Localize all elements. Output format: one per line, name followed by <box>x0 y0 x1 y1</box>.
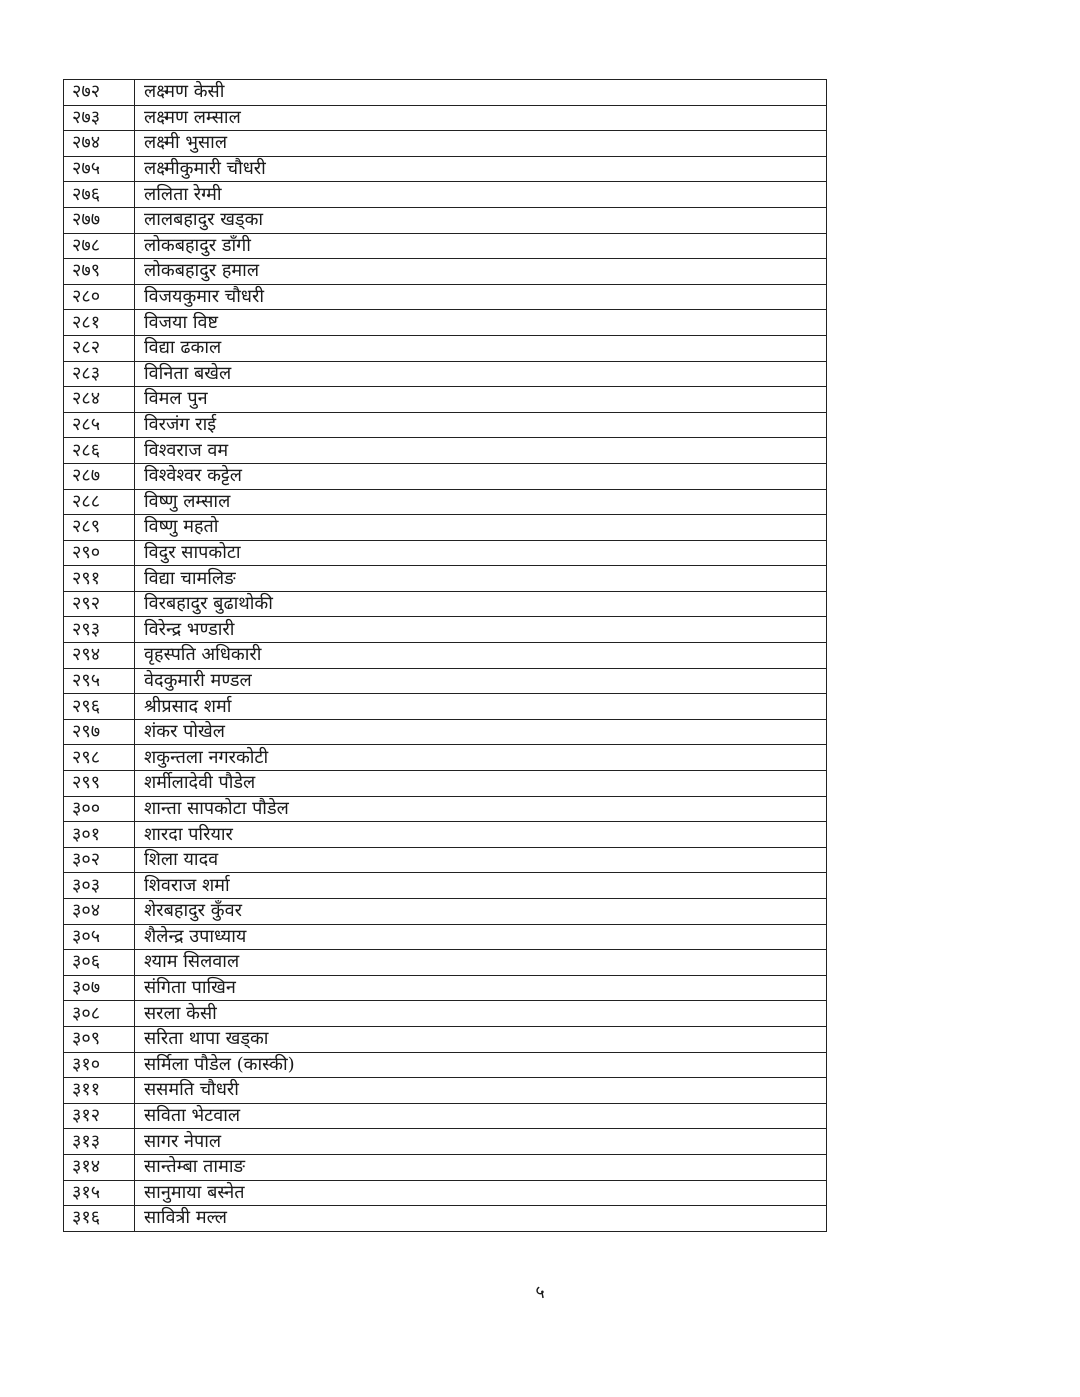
serial-number-cell: २९१ <box>64 566 135 592</box>
name-cell: विष्णु महतो <box>135 515 827 541</box>
serial-number-cell: २९८ <box>64 745 135 771</box>
serial-number-cell: ३०६ <box>64 950 135 976</box>
serial-number-cell: २९७ <box>64 719 135 745</box>
serial-number-cell: २८५ <box>64 412 135 438</box>
table-row <box>64 924 827 950</box>
table-row <box>64 1154 827 1180</box>
table-row <box>64 1129 827 1155</box>
table-row <box>64 822 827 848</box>
name-cell: विनिता बखेल <box>135 361 827 387</box>
name-cell: विरेन्द्र भण्डारी <box>135 617 827 643</box>
table-row <box>64 489 827 515</box>
serial-number-cell: २७८ <box>64 233 135 259</box>
table-row <box>64 873 827 899</box>
table-row <box>64 1026 827 1052</box>
name-cell: श्रीप्रसाद शर्मा <box>135 694 827 720</box>
name-cell: विश्वेश्वर कट्टेल <box>135 463 827 489</box>
name-cell: ससमति चौधरी <box>135 1078 827 1104</box>
name-list-body <box>64 80 827 1232</box>
table-row <box>64 796 827 822</box>
table-row <box>64 1052 827 1078</box>
name-cell: ललिता रेग्मी <box>135 182 827 208</box>
serial-number-cell: ३०३ <box>64 873 135 899</box>
serial-number-cell: ३०७ <box>64 975 135 1001</box>
table-row <box>64 975 827 1001</box>
name-cell: विरबहादुर बुढाथोकी <box>135 591 827 617</box>
table-row <box>64 847 827 873</box>
table-row <box>64 259 827 285</box>
name-cell: विष्णु लम्साल <box>135 489 827 515</box>
serial-number-cell: २८८ <box>64 489 135 515</box>
serial-number-cell: ३०४ <box>64 899 135 925</box>
table-row <box>64 284 827 310</box>
name-cell: शिला यादव <box>135 847 827 873</box>
table-row <box>64 463 827 489</box>
name-cell: शिवराज शर्मा <box>135 873 827 899</box>
table-row <box>64 591 827 617</box>
serial-number-cell: २७२ <box>64 80 135 106</box>
serial-number-cell: २८१ <box>64 310 135 336</box>
table-row <box>64 387 827 413</box>
serial-number-cell: २९५ <box>64 668 135 694</box>
serial-number-cell: २९४ <box>64 643 135 669</box>
serial-number-cell: ३११ <box>64 1078 135 1104</box>
table-row <box>64 950 827 976</box>
serial-number-cell: ३१२ <box>64 1103 135 1129</box>
name-cell: लक्ष्मण केसी <box>135 80 827 106</box>
name-cell: लालबहादुर खड्का <box>135 207 827 233</box>
table-row <box>64 131 827 157</box>
name-cell: शैलेन्द्र उपाध्याय <box>135 924 827 950</box>
name-cell: शेरबहादुर कुँवर <box>135 899 827 925</box>
name-cell: सागर नेपाल <box>135 1129 827 1155</box>
serial-number-cell: ३०८ <box>64 1001 135 1027</box>
name-cell: विश्वराज वम <box>135 438 827 464</box>
serial-number-cell: २९३ <box>64 617 135 643</box>
serial-number-cell: ३०२ <box>64 847 135 873</box>
table-row <box>64 1001 827 1027</box>
serial-number-cell: २९० <box>64 540 135 566</box>
serial-number-cell: २८२ <box>64 335 135 361</box>
serial-number-cell: २९९ <box>64 771 135 797</box>
name-cell: सान्तेम्बा तामाङ <box>135 1154 827 1180</box>
name-cell: सावित्री मल्ल <box>135 1206 827 1232</box>
name-cell: सरिता थापा खड्का <box>135 1026 827 1052</box>
table-row <box>64 156 827 182</box>
serial-number-cell: ३०० <box>64 796 135 822</box>
serial-number-cell: २७३ <box>64 105 135 131</box>
table-row <box>64 668 827 694</box>
serial-number-cell: २७५ <box>64 156 135 182</box>
name-cell: विजया विष्ट <box>135 310 827 336</box>
name-cell: लोकबहादुर डाँगी <box>135 233 827 259</box>
name-cell: लोकबहादुर हमाल <box>135 259 827 285</box>
table-row <box>64 1206 827 1232</box>
table-row <box>64 1103 827 1129</box>
name-list-table <box>63 79 827 1232</box>
serial-number-cell: २७४ <box>64 131 135 157</box>
table-row <box>64 182 827 208</box>
name-cell: लक्ष्मी भुसाल <box>135 131 827 157</box>
name-cell: लक्ष्मीकुमारी चौधरी <box>135 156 827 182</box>
name-cell: सविता भेटवाल <box>135 1103 827 1129</box>
table-row <box>64 771 827 797</box>
table-row <box>64 1078 827 1104</box>
table-row <box>64 105 827 131</box>
name-cell: सर्मिला पौडेल (कास्की) <box>135 1052 827 1078</box>
serial-number-cell: ३१४ <box>64 1154 135 1180</box>
name-cell: विरजंग राई <box>135 412 827 438</box>
name-cell: सानुमाया बस्नेत <box>135 1180 827 1206</box>
serial-number-cell: २७७ <box>64 207 135 233</box>
serial-number-cell: २७६ <box>64 182 135 208</box>
table-row <box>64 617 827 643</box>
table-row <box>64 335 827 361</box>
name-cell: श्याम सिलवाल <box>135 950 827 976</box>
name-cell: सरला केसी <box>135 1001 827 1027</box>
table-row <box>64 745 827 771</box>
table-row <box>64 361 827 387</box>
page-number: ५ <box>535 1282 545 1303</box>
serial-number-cell: २८० <box>64 284 135 310</box>
name-cell: शर्मीलादेवी पौडेल <box>135 771 827 797</box>
name-cell: वेदकुमारी मण्डल <box>135 668 827 694</box>
serial-number-cell: ३०१ <box>64 822 135 848</box>
table-row <box>64 412 827 438</box>
name-cell: वृहस्पति अधिकारी <box>135 643 827 669</box>
name-cell: विजयकुमार चौधरी <box>135 284 827 310</box>
name-cell: शंकर पोखेल <box>135 719 827 745</box>
serial-number-cell: २८४ <box>64 387 135 413</box>
serial-number-cell: २८३ <box>64 361 135 387</box>
serial-number-cell: ३०५ <box>64 924 135 950</box>
serial-number-cell: ३१३ <box>64 1129 135 1155</box>
table-row <box>64 719 827 745</box>
table-row <box>64 515 827 541</box>
table-row <box>64 438 827 464</box>
name-cell: शान्ता सापकोटा पौडेल <box>135 796 827 822</box>
table-row <box>64 310 827 336</box>
table-row <box>64 540 827 566</box>
table-row <box>64 643 827 669</box>
table-row <box>64 207 827 233</box>
name-cell: शकुन्तला नगरकोटी <box>135 745 827 771</box>
serial-number-cell: २९६ <box>64 694 135 720</box>
table-row <box>64 566 827 592</box>
name-cell: शारदा परियार <box>135 822 827 848</box>
table-row <box>64 80 827 106</box>
serial-number-cell: २८७ <box>64 463 135 489</box>
table-row <box>64 1180 827 1206</box>
serial-number-cell: २९२ <box>64 591 135 617</box>
table-row <box>64 899 827 925</box>
table-row <box>64 694 827 720</box>
name-cell: संगिता पाखिन <box>135 975 827 1001</box>
serial-number-cell: २८९ <box>64 515 135 541</box>
name-cell: विमल पुन <box>135 387 827 413</box>
name-cell: लक्ष्मण लम्साल <box>135 105 827 131</box>
serial-number-cell: ३१० <box>64 1052 135 1078</box>
serial-number-cell: २७९ <box>64 259 135 285</box>
serial-number-cell: ३०९ <box>64 1026 135 1052</box>
table-row <box>64 233 827 259</box>
name-cell: विद्या ढकाल <box>135 335 827 361</box>
name-cell: विदुर सापकोटा <box>135 540 827 566</box>
serial-number-cell: ३१५ <box>64 1180 135 1206</box>
serial-number-cell: ३१६ <box>64 1206 135 1232</box>
serial-number-cell: २८६ <box>64 438 135 464</box>
name-cell: विद्या चामलिङ <box>135 566 827 592</box>
